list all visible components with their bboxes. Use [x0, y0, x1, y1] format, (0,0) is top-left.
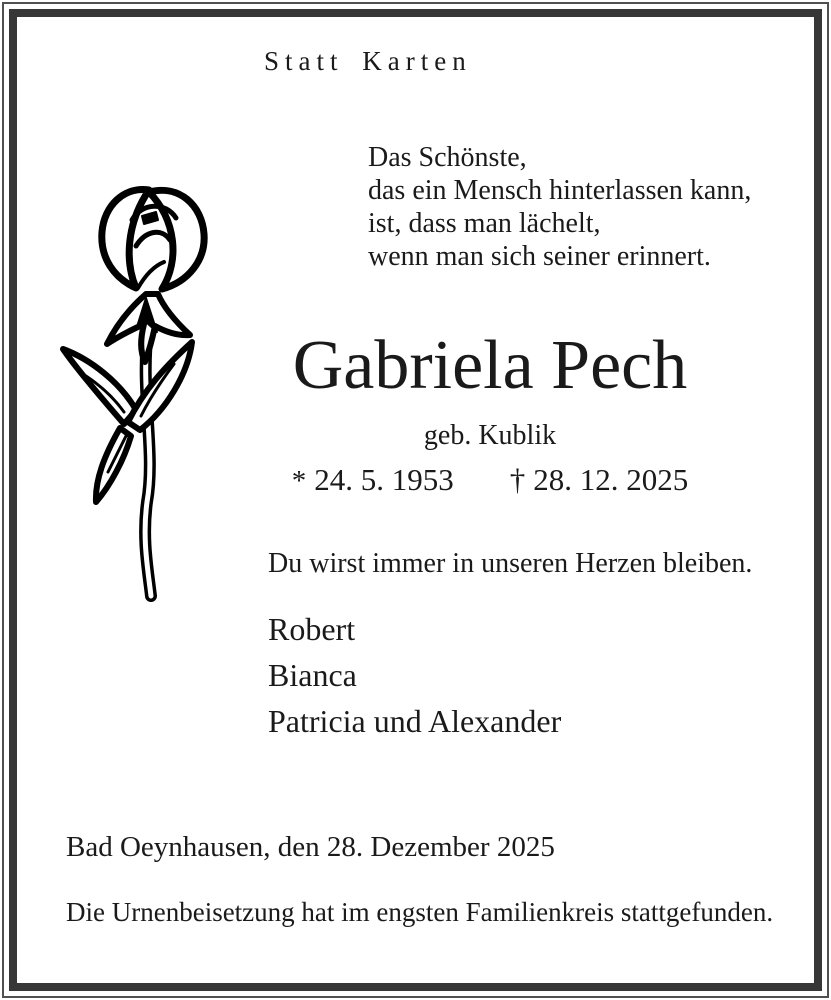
death-cross-icon: † — [509, 462, 526, 497]
birth-date — [292, 462, 454, 498]
death-date — [510, 462, 689, 498]
poem-line: Das Schönste, — [368, 142, 527, 173]
maiden-name: geb. Kublik — [423, 420, 557, 451]
farewell-line: Du wirst immer in unseren Herzen bleiben. — [268, 548, 753, 579]
life-dates — [240, 462, 740, 498]
mourner-name: Robert — [268, 611, 356, 647]
deceased-name: Gabriela Pech — [292, 327, 688, 404]
rose-icon — [46, 172, 244, 610]
birth-star-icon: * — [291, 465, 307, 497]
birth-date-value: 24. 5. 1953 — [314, 462, 454, 497]
mourners-list — [268, 606, 561, 744]
poem-line: ist, dass man lächelt, — [368, 208, 601, 239]
death-date-value: 28. 12. 2025 — [533, 462, 689, 497]
closing-note: Die Urnenbeisetzung hat im engsten Familienkreis stattgefunden. — [66, 897, 774, 927]
pre-header: Statt Karten — [264, 46, 472, 76]
poem — [368, 141, 751, 273]
mourner-name: Bianca — [268, 657, 357, 693]
place-and-date: Bad Oeynhausen, den 28. Dezember 2025 — [66, 831, 555, 863]
poem-line: wenn man sich seiner erinnert. — [368, 241, 711, 272]
mourner-name: Patricia und Alexander — [268, 703, 562, 739]
poem-line: das ein Mensch hinterlassen kann, — [368, 175, 752, 206]
